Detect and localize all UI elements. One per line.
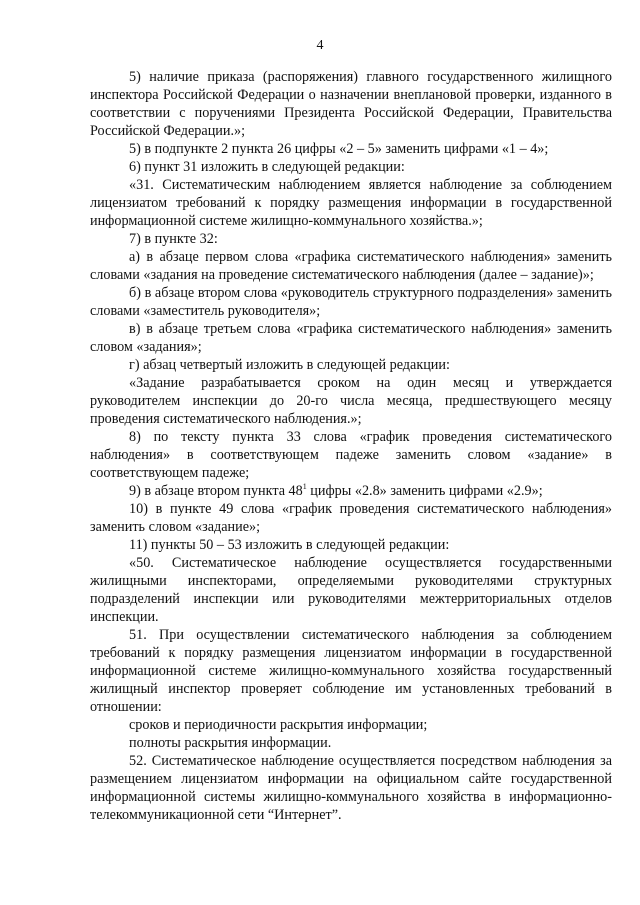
paragraph: «50. Систематическое наблюдение осуществляется государственными жилищными инспекторами, определяемыми руководителями структурных подразделений инспекции или руководителями межтерриториальных отделов инспекции. bbox=[90, 555, 612, 625]
paragraph: 7) в пункте 32: bbox=[129, 231, 218, 247]
paragraph: полноты раскрытия информации. bbox=[129, 735, 332, 751]
paragraph: «Задание разрабатывается сроком на один месяц и утверждается руководителем инспекции до 20-го числа месяца, предшествующего месяцу проведения систематического наблюдения.»; bbox=[90, 375, 612, 427]
paragraph: 52. Систематическое наблюдение осуществляется посредством наблюдения за размещением лицензиатом информации на официальном сайте государственной информационной системы жилищно-коммунального хозяйства в информационно-телекоммуникационной сети “Интернет”. bbox=[90, 753, 612, 823]
paragraph: «31. Систематическим наблюдением является наблюдение за соблюдением лицензиатом требований к порядку размещения информации в государственной информационной системе жилищно-коммунального хозяйства.»; bbox=[90, 177, 612, 229]
paragraph: сроков и периодичности раскрытия информации; bbox=[129, 717, 428, 733]
paragraph: б) в абзаце втором слова «руководитель структурного подразделения» заменить словами «заместитель руководителя»; bbox=[90, 285, 612, 319]
paragraph-text: цифры «2.8» заменить цифрами «2.9»; bbox=[306, 483, 543, 499]
paragraph: 11) пункты 50 – 53 изложить в следующей редакции: bbox=[129, 537, 450, 553]
paragraph bbox=[90, 482, 612, 500]
page-number: 4 bbox=[316, 38, 324, 53]
paragraph: 5) наличие приказа (распоряжения) главного государственного жилищного инспектора Российской Федерации о назначении внеплановой проверки, изданного в соответствии с поручениями Президента Российской Федерации, Правительства Российской Федерации.»; bbox=[90, 69, 612, 139]
paragraph-text: 9) в абзаце втором пункта 48 bbox=[129, 483, 303, 499]
paragraph: 6) пункт 31 изложить в следующей редакции: bbox=[129, 159, 405, 175]
paragraph: 10) в пункте 49 слова «график проведения систематического наблюдения» заменить словом «задание»; bbox=[90, 501, 612, 535]
superscript: 1 bbox=[302, 482, 307, 491]
paragraph: в) в абзаце третьем слова «графика систематического наблюдения» заменить словом «задания»; bbox=[90, 321, 612, 355]
paragraph: 8) по тексту пункта 33 слова «график проведения систематического наблюдения» в соответствующем падеже заменить словом «задание» в соответствующем падеже; bbox=[90, 429, 612, 481]
document-body bbox=[90, 68, 612, 824]
paragraph: 5) в подпункте 2 пункта 26 цифры «2 – 5» заменить цифрами «1 – 4»; bbox=[129, 141, 549, 157]
paragraph: а) в абзаце первом слова «графика систематического наблюдения» заменить словами «задания на проведение систематического наблюдения (далее – задание)»; bbox=[90, 249, 612, 283]
paragraph: г) абзац четвертый изложить в следующей редакции: bbox=[129, 357, 450, 373]
paragraph: 51. При осуществлении систематического наблюдения за соблюдением требований к порядку размещения лицензиатом информации в государственной информационной системе жилищно-коммунального хозяйства государственный жилищный инспектор проверяет соблюдение им установленных требований в отношении: bbox=[90, 627, 612, 715]
